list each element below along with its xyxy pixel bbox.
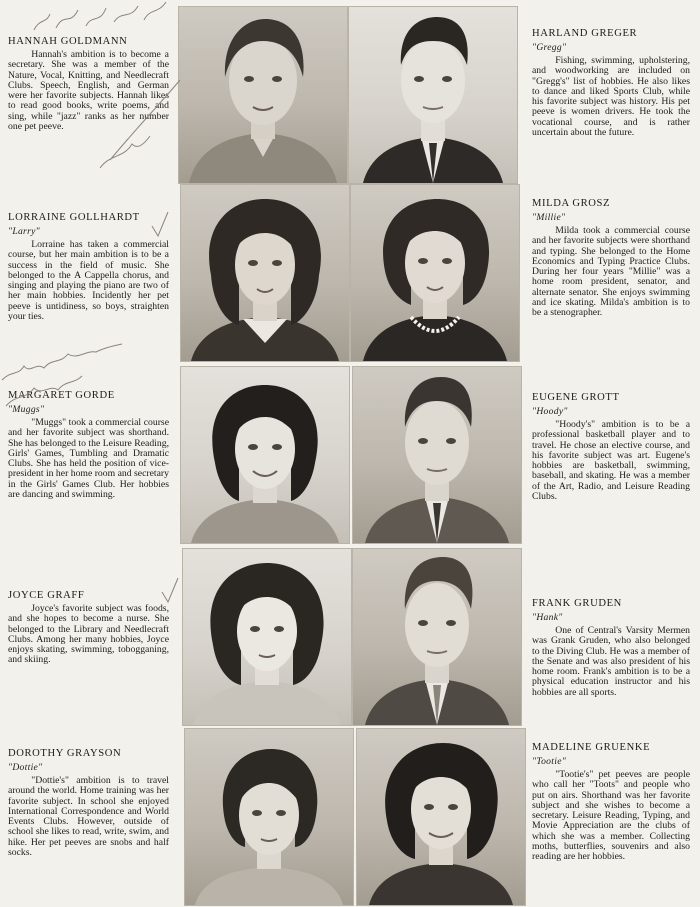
student-name: MARGARET GORDE [8, 390, 115, 401]
student-bio: Joyce's favorite subject was foods, and she hopes to become a nurse. She belonged to the Library and Needlecraft Clubs. Among her many hobbies, Joyce enjoys skating, swimming, tobogganing, and skiing. [8, 603, 169, 666]
portrait-margaret-gorde [180, 366, 350, 544]
portrait-figure [181, 367, 349, 543]
portrait-figure [353, 367, 521, 543]
student-bio: "Muggs" took a commercial course and her favorite subject was shorthand. She has belonged to the Leisure Reading, Girls' Games, Tumbling and Dramatic Clubs. She has held the position of vice-president in her home room and secretary in the Girls' Games Club. Her hobbies are dancing and swimming. [8, 417, 169, 501]
entry-dorothy-grayson [8, 748, 169, 858]
student-bio: "Tootie's" pet peeves are people who call her "Toots" and people who put on airs. Shorthand was her favorite subject and she wishes to become a secretary. Leisure Reading, Typing, and Movie Appreciation are the clubs of which she was a member. Collecting moths, butterflies, souvenirs and also reading are her hobbies. [532, 769, 690, 863]
student-nickname: "Hank" [532, 612, 563, 623]
student-nickname: "Larry" [8, 226, 41, 237]
student-name: EUGENE GROTT [532, 392, 620, 403]
entry-harland-greger [532, 28, 690, 138]
entry-margaret-gorde [8, 390, 169, 500]
student-bio: Hannah's ambition is to become a secretary. She was a member of the Nature, Vocal, Knitting, and Needlecraft Clubs. Speech, English, and German were her favorite subjects. Hannah likes to read good books, write poems, and sing, while "jazz" ranks as her number one pet peeve. [8, 49, 169, 133]
portrait-milda-grosz [350, 184, 520, 362]
student-nickname: "Dottie" [8, 762, 43, 773]
student-name: DOROTHY GRAYSON [8, 748, 122, 759]
student-bio: "Hoody's" ambition is to be a professional basketball player and to travel. He chose an elective course, and his favorite subject was art. Eugene's hobbies are basketball, swimming, baseball, and skating. He was a member of the Art, Radio, and Leisure Reading Clubs. [532, 419, 690, 503]
portrait-figure [353, 549, 521, 725]
portrait-madeline-gruenke [356, 728, 526, 906]
student-bio: "Dottie's" ambition is to travel around the world. Home training was her favorite subject. In school she enjoyed International Correspondence and World Events Clubs. However, outside of school she likes to read, write, swim, and hike. Her pet peeves are snobs and half socks. [8, 775, 169, 859]
student-bio: Milda took a commercial course and her favorite subjects were shorthand and typing. She belonged to the Home Economics and Typing Practice Clubs. During her four years "Millie" was a home room president, senator, and alternate senator. She enjoys swimming and ice skating. Milda's ambition is to be a stenographer. [532, 225, 690, 319]
student-name: MADELINE GRUENKE [532, 742, 651, 753]
portrait-figure [349, 7, 517, 183]
entry-frank-gruden [532, 598, 690, 698]
entry-eugene-grott [532, 392, 690, 502]
portrait-figure [357, 729, 525, 905]
portrait-harland-greger [348, 6, 518, 184]
portrait-lorraine-gollhardt [180, 184, 350, 362]
student-nickname: "Tootie" [532, 756, 567, 767]
student-name: MILDA GROSZ [532, 198, 611, 209]
student-nickname: "Hoody" [532, 406, 568, 417]
student-name: FRANK GRUDEN [532, 598, 622, 609]
student-name: HANNAH GOLDMANN [8, 36, 128, 47]
portrait-figure [183, 549, 351, 725]
portrait-figure [185, 729, 353, 905]
student-bio: One of Central's Varsity Mermen was Grank Gruden, who also belonged to the Diving Club. He was a member of the Senate and was also president of his home room. Frank's ambition is to be a physical education instructor and his hobbies are all sports. [532, 625, 690, 698]
student-name: JOYCE GRAFF [8, 590, 85, 601]
student-nickname: "Millie" [532, 212, 566, 223]
portrait-dorothy-grayson [184, 728, 354, 906]
student-bio: Lorraine has taken a commercial course, but her main ambition is to be a success in the field of music. She belonged to the A Cappella chorus, and singing and playing the piano are two of her main hobbies. Incidently her pet peeve is untidiness, so boys, straighten your ties. [8, 239, 169, 323]
portrait-frank-gruden [352, 548, 522, 726]
student-nickname: "Gregg" [532, 42, 567, 53]
entry-milda-grosz [532, 198, 690, 319]
entry-lorraine-gollhardt [8, 212, 169, 322]
portrait-figure [351, 185, 519, 361]
portrait-hannah-goldmann [178, 6, 348, 184]
student-name: LORRAINE GOLLHARDT [8, 212, 140, 223]
entry-hannah-goldmann [8, 36, 169, 132]
handwritten-scribble-top [30, 0, 180, 40]
portrait-eugene-grott [352, 366, 522, 544]
portrait-figure [181, 185, 349, 361]
student-bio: Fishing, swimming, upholstering, and woodworking are included on "Gregg's" list of hobbies. He also likes to dance and liked Sports Club, while his favorite subject was history. His pet peeve is women drivers. He took the vocational course, and is rather uncertain about the future. [532, 55, 690, 139]
entry-madeline-gruenke [532, 742, 690, 863]
portrait-joyce-graff [182, 548, 352, 726]
entry-joyce-graff [8, 590, 169, 666]
student-name: HARLAND GREGER [532, 28, 638, 39]
student-nickname: "Muggs" [8, 404, 45, 415]
portrait-figure [179, 7, 347, 183]
